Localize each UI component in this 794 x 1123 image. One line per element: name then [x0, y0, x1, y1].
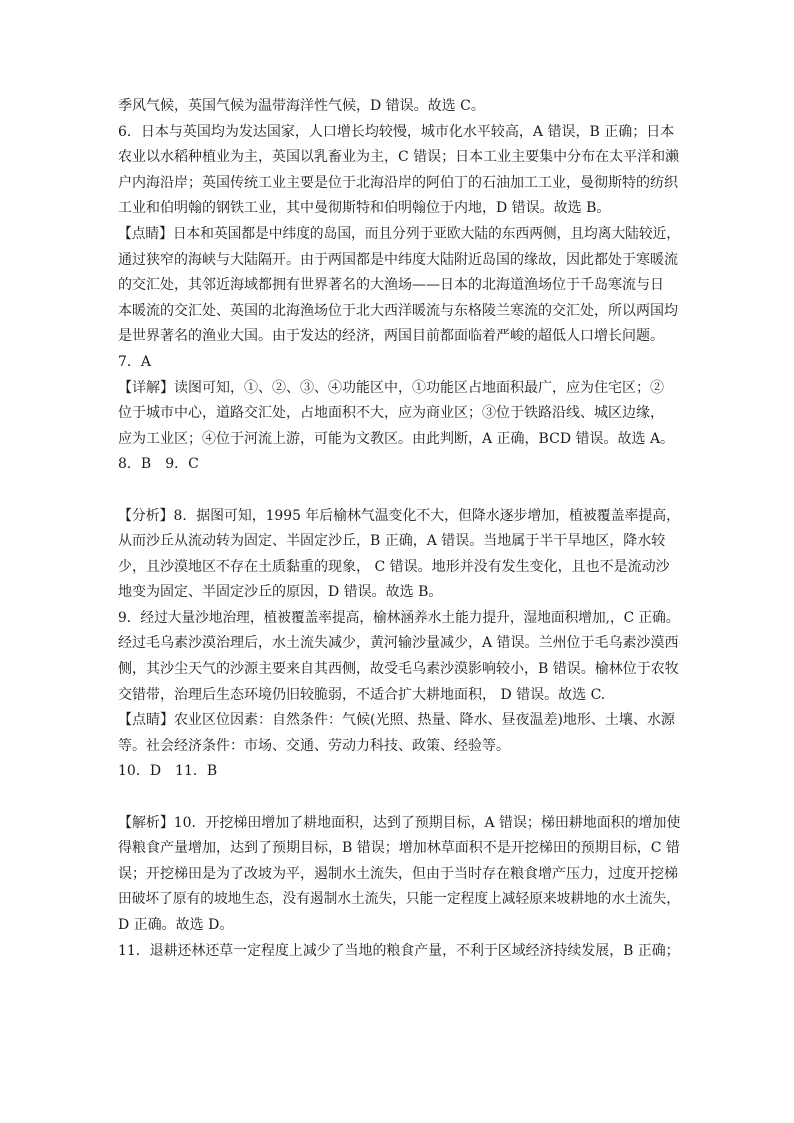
- text-line-content: 从而沙丘从流动转为固定、半固定沙丘，B 正确，A 错误。当地属于半干旱地区，降水较: [118, 533, 666, 550]
- text-line-content: 应为工业区；④位于河流上游，可能为文教区。由此判断，A 正确，BCD 错误。故选 A。: [118, 430, 675, 447]
- text-line-content: 11．退耕还林还草一定程度上减少了当地的粮食产量，不利于区域经济持续发展，B 正确；: [118, 942, 680, 959]
- text-line-content: 9．经过大量沙地治理，植被覆盖率提高，榆林涵养水土能力提升，湿地面积增加,，C 正确。: [118, 609, 680, 626]
- text-line: [118, 120, 680, 146]
- text-line-content: 位于城市中心，道路交汇处，占地面积不大，应为商业区；③位于铁路沿线、城区边缘，: [118, 405, 664, 422]
- text-line-content: 少，且沙漠地区不存在土质黏重的现象， C 错误。地形并没有发生变化，且也不是流动沙: [118, 558, 670, 575]
- text-line: [118, 273, 680, 299]
- text-line: [118, 196, 680, 222]
- text-line: [118, 708, 680, 734]
- text-line: [118, 580, 680, 606]
- text-line-content: 等。社会经济条件：市场、交通、劳动力科技、政策、经验等。: [118, 737, 510, 754]
- text-line: [118, 606, 680, 632]
- text-line-content: 是世界著名的渔业大国。由于发达的经济，两国目前都面临着严峻的超低人口增长问题。: [118, 328, 664, 345]
- text-line: [118, 887, 680, 913]
- text-line-content: D 正确。故选 D。: [118, 917, 234, 933]
- text-line: [118, 94, 680, 120]
- text-line: [118, 452, 680, 478]
- text-line-content: 得粮食产量增加，达到了预期目标，B 错误；增加林草面积不是开挖梯田的预期目标，C 错: [118, 840, 680, 857]
- text-line: [118, 529, 680, 555]
- text-line-content: 通过狭窄的海峡与大陆隔开。由于两国都是中纬度大陆附近岛国的缘故，因此都处于寒暖流: [118, 251, 678, 268]
- text-line-content: 田破坏了原有的坡地生态，没有遏制水土流失，只能一定程度上减轻原来坡耕地的水土流失，: [118, 891, 681, 908]
- text-line: [118, 811, 680, 837]
- text-line: [118, 939, 680, 965]
- text-line-content: 7．A: [118, 353, 152, 370]
- text-line: [118, 913, 680, 939]
- text-line: [118, 759, 680, 785]
- text-line: [118, 683, 680, 709]
- text-line-content: 6．日本与英国均为发达国家，人口增长均较慢，城市化水平较高，A 错误，B 正确；日本: [118, 123, 675, 140]
- text-line: [118, 171, 680, 197]
- blank-line: [118, 785, 680, 811]
- text-line-content: 的交汇处，其邻近海域都拥有世界著名的大渔场——日本的北海道渔场位于千岛寒流与日: [118, 277, 664, 294]
- text-line: [118, 350, 680, 376]
- text-line: [118, 427, 680, 453]
- text-line-content: 【分析】8．据图可知，1995 年后榆林气温变化不大，但降水逐步增加，植被覆盖率提高，: [118, 507, 680, 524]
- text-line: [118, 657, 680, 683]
- text-line-content: 【点睛】日本和英国都是中纬度的岛国，而且分列于亚欧大陆的东西两侧，且均离大陆较近，: [118, 225, 681, 242]
- text-line: [118, 555, 680, 581]
- text-line-content: 侧，其沙尘天气的沙源主要来自其西侧，故受毛乌素沙漠影响较小，B 错误。榆林位于农牧: [118, 661, 679, 678]
- text-line-content: 误；开挖梯田是为了改坡为平，遏制水土流失，但由于当时存在粮食增产压力，过度开挖梯: [118, 865, 678, 882]
- text-line-content: 季风气候，英国气候为温带海洋性气候，D 错误。故选 C。: [118, 98, 485, 114]
- text-line: [118, 836, 680, 862]
- text-line: [118, 324, 680, 350]
- text-line: [118, 734, 680, 760]
- text-line-content: 本暖流的交汇处、英国的北海渔场位于北大西洋暖流与东格陵兰寒流的交汇处，所以两国均: [118, 302, 678, 319]
- text-line: [118, 248, 680, 274]
- text-line: [118, 376, 680, 402]
- text-line-content: 工业和伯明翰的钢铁工业，其中曼彻斯特和伯明翰位于内地，D 错误。故选 B。: [118, 200, 611, 217]
- text-line: [118, 862, 680, 888]
- text-line: [118, 145, 680, 171]
- text-line-content: 地变为固定、半固定沙丘的原因，D 错误。故选 B。: [118, 584, 443, 601]
- text-line-content: 经过毛乌素沙漠治理后，水土流失减少，黄河输沙量减少，A 错误。兰州位于毛乌素沙漠西: [118, 635, 679, 652]
- text-line-content: 8．B 9．C: [118, 456, 199, 473]
- text-line-content: 交错带，治理后生态环境仍旧较脆弱，不适合扩大耕地面积， D 错误。故选 C.: [118, 686, 606, 703]
- text-line-content: 10．D 11．B: [118, 763, 218, 780]
- blank-line: [118, 478, 680, 504]
- text-line: [118, 401, 680, 427]
- text-line-content: 户内海沿岸；英国传统工业主要是位于北海沿岸的阿伯丁的石油加工工业，曼彻斯特的纺织: [118, 174, 678, 191]
- text-line: [118, 222, 680, 248]
- text-line: [118, 504, 680, 530]
- text-line-content: 【点睛】农业区位因素：自然条件：气候(光照、热量、降水、昼夜温差)地形、土壤、水源: [118, 712, 675, 729]
- text-line: [118, 631, 680, 657]
- text-line-content: 农业以水稻种植业为主，英国以乳畜业为主，C 错误；日本工业主要集中分布在太平洋和濑: [118, 149, 680, 166]
- answer-text-body: [118, 94, 680, 964]
- text-line-content: 【详解】读图可知，①、②、③、④功能区中，①功能区占地面积最广，应为住宅区；②: [118, 379, 664, 396]
- text-line: [118, 299, 680, 325]
- text-line-content: 【解析】10．开挖梯田增加了耕地面积，达到了预期目标，A 错误；梯田耕地面积的增加使: [118, 814, 681, 831]
